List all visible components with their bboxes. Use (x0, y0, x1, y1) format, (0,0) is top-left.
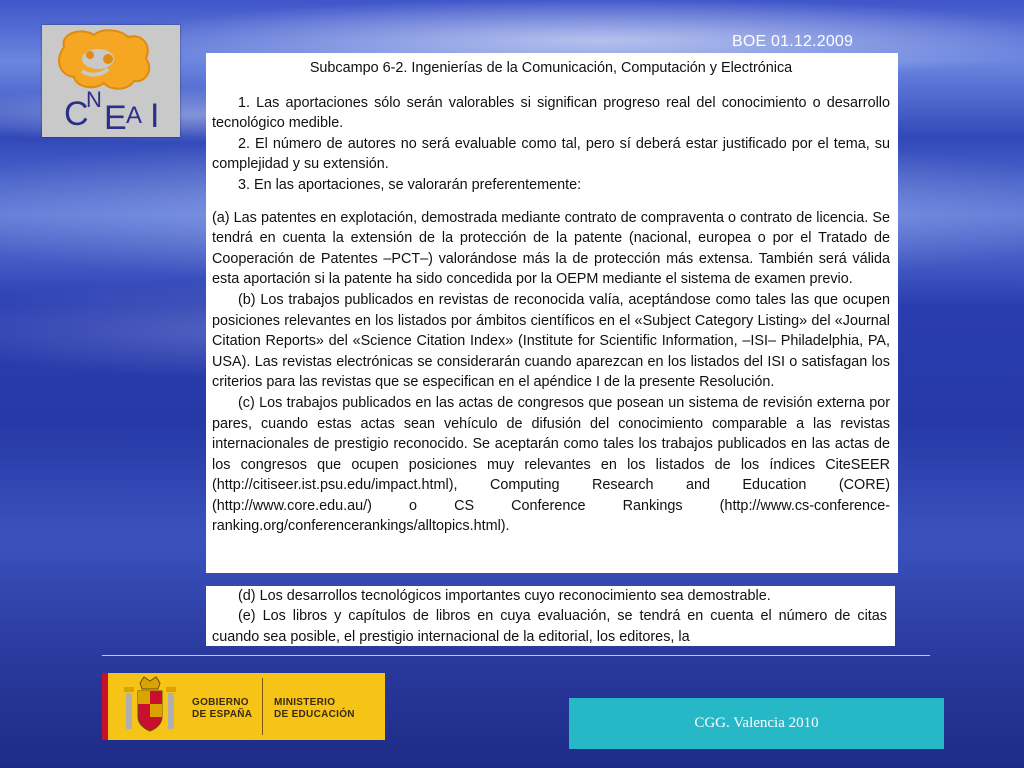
flag-stripe (102, 673, 108, 740)
ministerio-text (274, 697, 355, 721)
logo-separator (262, 678, 263, 735)
subitem-c: (c) Los trabajos publicados en las actas de congresos que posean un sistema de revisión externa por pares, cuando estas actas sean vehículo de difusión del conocimiento comparable a las revistas internacionales de prestigio reconocido. Se aceptarán como tales los trabajos publicados en las actas de los congresos que ocupen posiciones muy relevantes en los listados de los índices CiteSEER (http://citiseer.ist.psu.edu/impact.html), Computing Research and Education (CORE) (http://www.core.edu.au/) o CS Conference Rankings (http://www.cs-conference-ranking.org/conferencerankings/alltopics.html). (212, 394, 890, 535)
spacer (212, 196, 890, 208)
list-item-1: 1. Las aportaciones sólo serán valorables si significan progreso real del conocimiento o desarrollo tecnológico medible. (212, 94, 890, 132)
subitem-b: (b) Los trabajos publicados en revistas de reconocida valía, aceptándose como tales las que ocupen posiciones relevantes en los listados por ámbitos científicos en el «Subject Category Listing» del «Journal Citation Reports» del «Science Citation Index» (Institute for Scientific Information, –ISI– Philadelphia, PA, USA). Las revistas electrónicas se considerarán cuando aparezcan en los listados del ISI o satisfagan los criterios para las revistas que se especifican en el apéndice I de la presente Resolución. (212, 291, 890, 391)
svg-text:E: E (104, 99, 127, 137)
gov-line-1: GOBIERNO (192, 697, 249, 708)
cneai-logo (42, 25, 180, 137)
document-excerpt-continued (206, 586, 895, 646)
svg-text:I: I (150, 97, 160, 135)
min-line-1: MINISTERIO (274, 697, 336, 708)
boe-date-label: BOE 01.12.2009 (732, 33, 854, 50)
coat-of-arms-icon (112, 673, 192, 740)
svg-text:A: A (126, 102, 143, 129)
document-excerpt (206, 53, 898, 573)
gobierno-espana-logo (102, 673, 385, 740)
svg-text:N: N (86, 87, 102, 112)
subitem-e: (e) Los libros y capítulos de libros en cuya evaluación, se tendrá en cuenta el número de citas cuando sea posible, el prestigio internacional de la editorial, los editores, la (212, 608, 887, 645)
list-item-3: 3. En las aportaciones, se valorarán preferentemente: (238, 176, 582, 193)
event-label: CGG. Valencia 2010 (569, 698, 944, 749)
gov-line-2: DE ESPAÑA (192, 709, 253, 720)
footer-divider (102, 655, 930, 656)
list-item-2: 2. El número de autores no será evaluable como tal, pero sí deberá estar justificado por el tema, su complejidad y su extensión. (212, 135, 890, 173)
subitem-d: (d) Los desarrollos tecnológicos importantes cuyo reconocimiento sea demostrable. (238, 588, 771, 604)
svg-text:C: C (64, 95, 89, 133)
gobierno-text (192, 697, 252, 721)
cneai-logo-graphic (42, 25, 180, 137)
min-line-2: DE EDUCACIÓN (274, 709, 355, 720)
document-title: Subcampo 6-2. Ingenierías de la Comunicación, Computación y Electrónica (309, 60, 793, 76)
subitem-a: (a) Las patentes en explotación, demostrada mediante contrato de compraventa o contrato de licencia. Se tendrá en cuenta la extensión de la protección de la patente (nacional, europea o por el Tratado de Cooperación de Patentes –PCT–) valorándose más la de protección más extensa. También será válida esta aportación si la patente ha sido concedida por la OEPM mediante el sistema de examen previo. (212, 209, 890, 288)
